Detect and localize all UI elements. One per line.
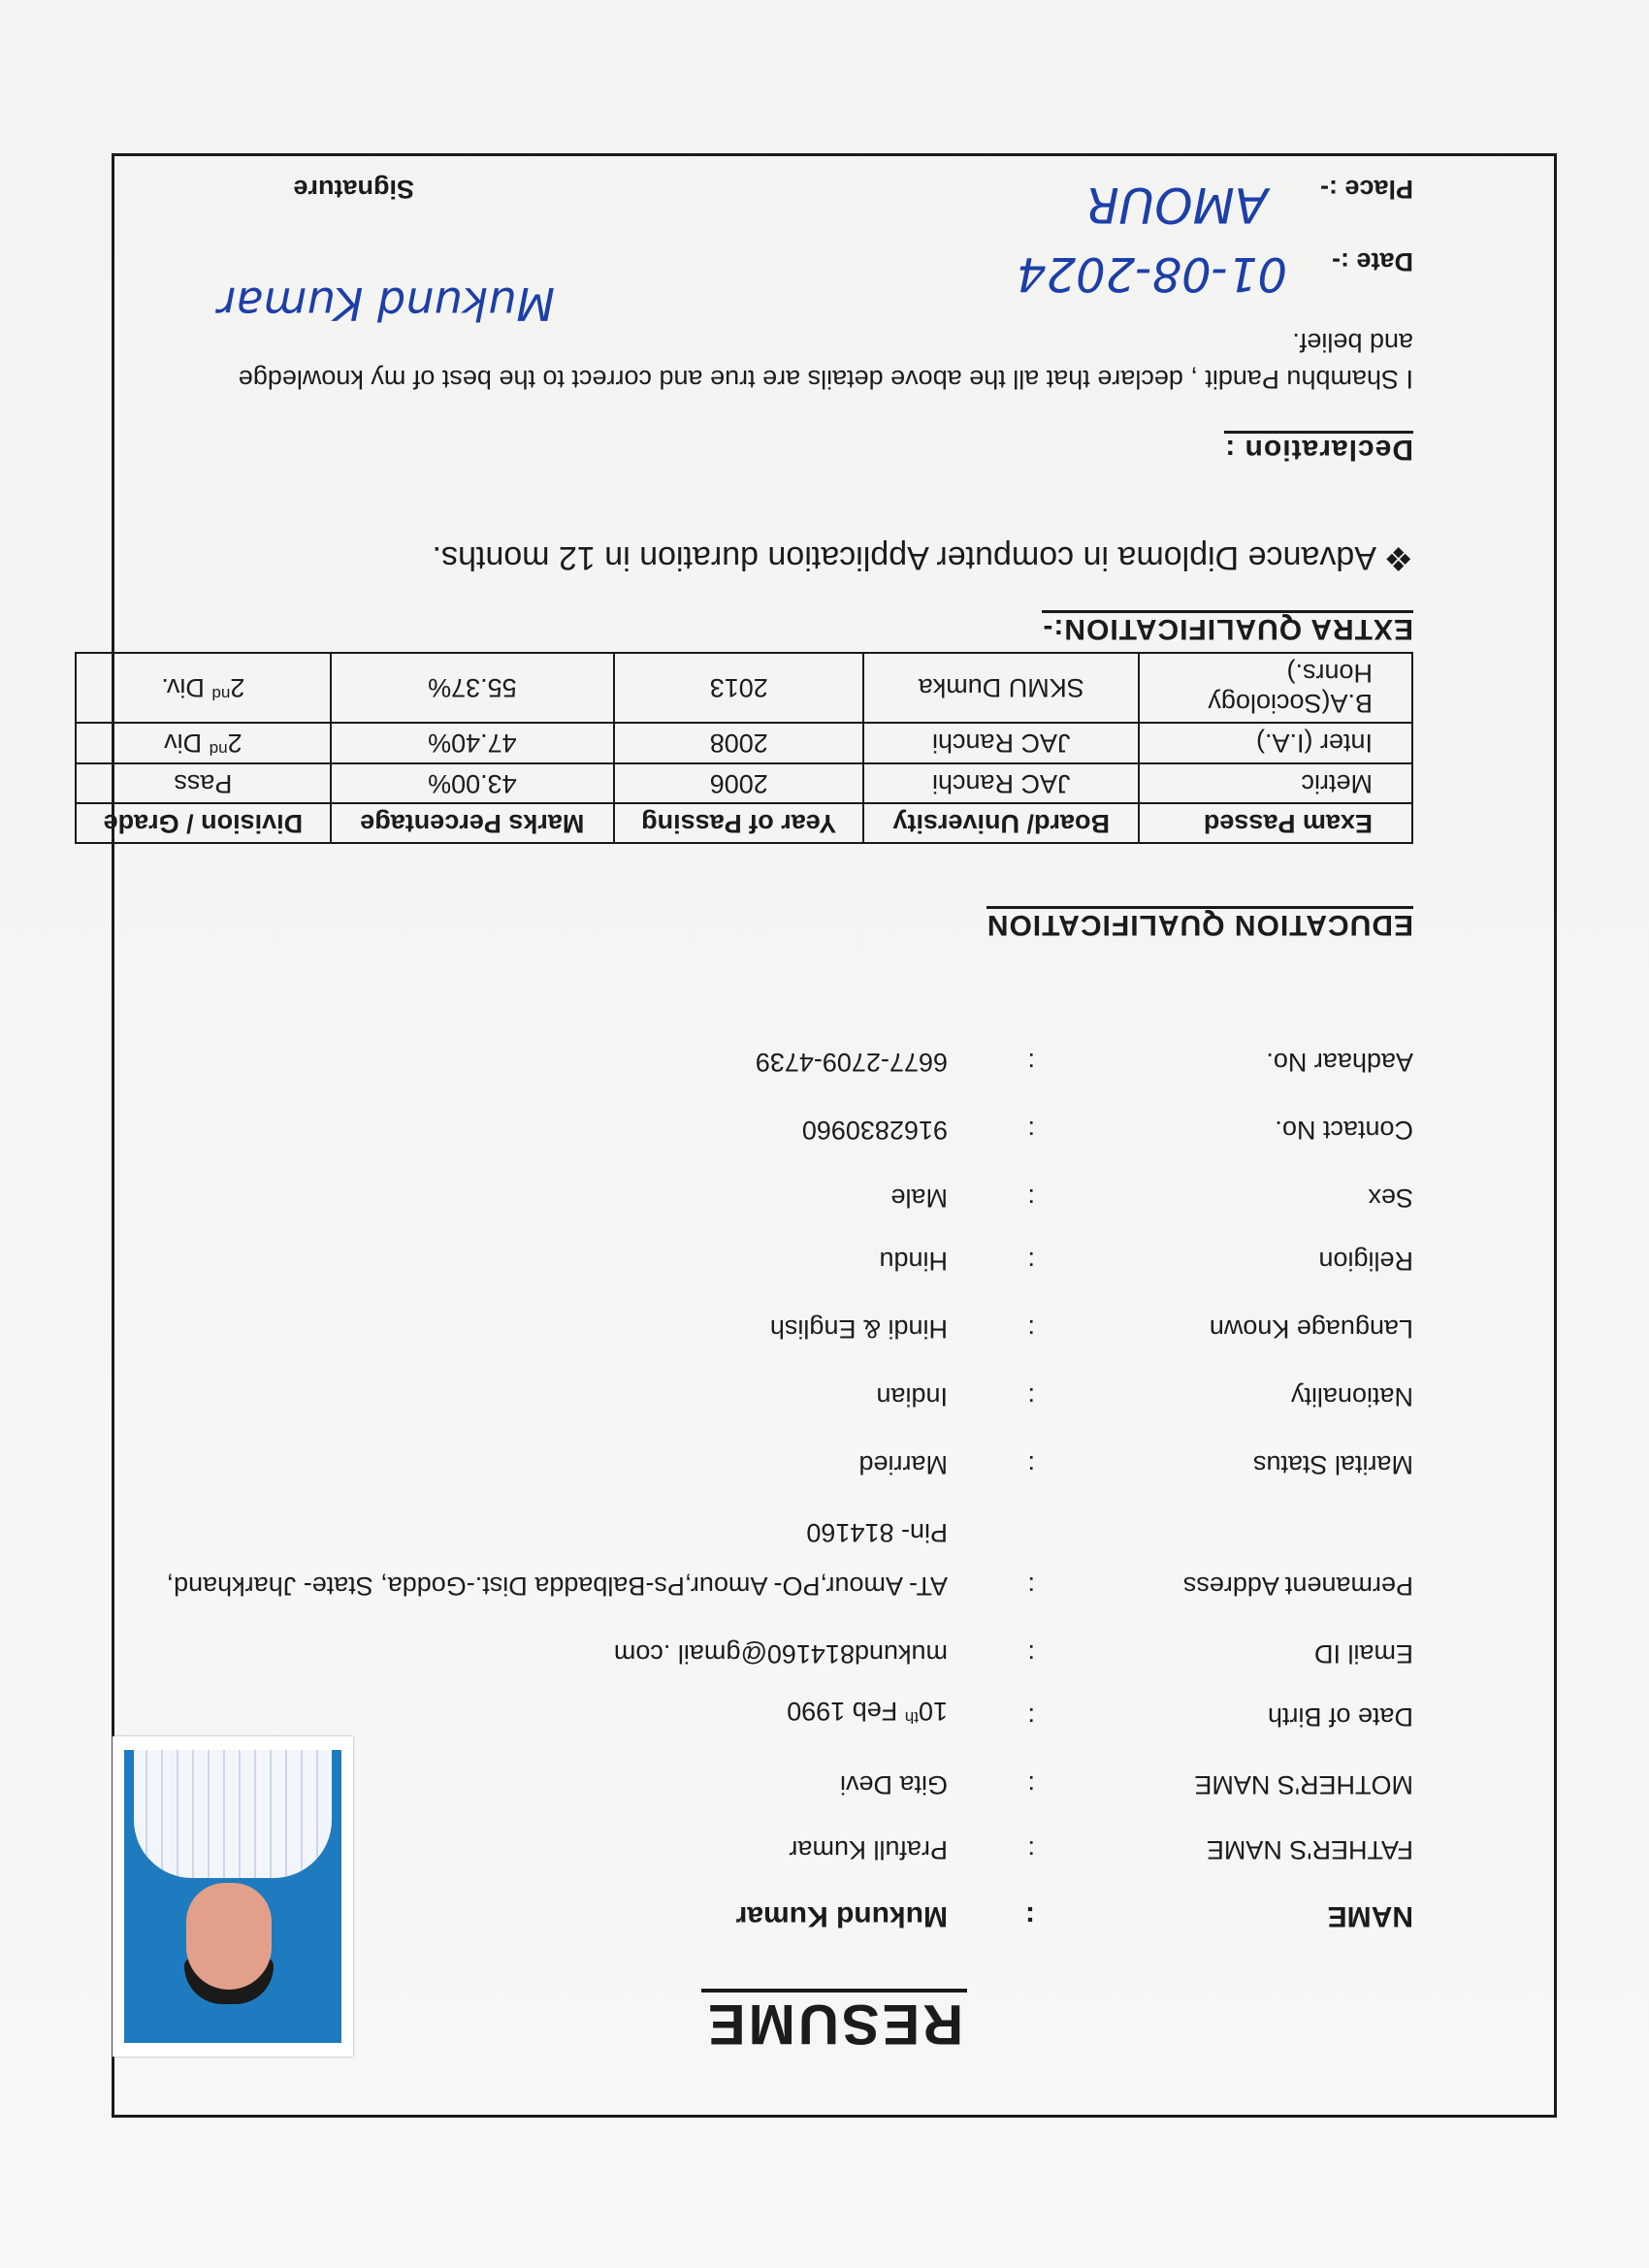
date-value: 01-08-2024 <box>1017 246 1287 301</box>
header-division: Division / Grade <box>76 803 331 843</box>
header-board: Board/ University <box>864 803 1140 843</box>
name-value: Mukund Kumar <box>735 1900 948 1932</box>
extra-heading: EXTRA QUALIFICATION:- <box>1042 612 1413 645</box>
extra-item: ❖ Advance Diploma in computer Application duration in 12 months. <box>432 539 1413 576</box>
education-table <box>75 652 1413 844</box>
bullet-icon: ❖ <box>1383 539 1413 576</box>
declaration-heading: Declaration : <box>1224 433 1413 466</box>
table-row: B.A(Sociology Honrs.) SKMU Dumka 2013 55.37% 2nd Div. <box>76 653 1412 723</box>
signature-value: Mukund Kumar <box>217 277 555 330</box>
table-header-row <box>76 803 1412 843</box>
applicant-photo <box>113 1736 353 2057</box>
place-label: Place :- <box>1319 175 1413 204</box>
table-row: Metric JAC Ranchi 2006 43.00% Pass <box>76 763 1412 803</box>
resume-title: RESUME <box>114 1992 1554 2057</box>
resume-frame: RESUME NAME : Mukund Kumar FATHER'S NAME : Prafull Kumar MOTHER'S NAME : Gita Devi Date of Birth : 10th Feb 1990 Email ID : mukund814160@gmail .com Permanent Address : AT- Amour,PO- Amour,Ps-Balbadda Dist.-Godda, State- Jharkhand, Pin- 814160 Marital Status : Married Nationality : Indian Language Known : Hindi & English Religion : Hindu Sex : Male Contact No. : 9162830960 Aadhaar No. : 6677-2709-4739 EDUCATION QUALIFICATION Exam Passed Board/ University Year of Passing Marks Percentage Division / Grade Metric JAC Ranchi 2006 43.00% Pass Inter (I.A.) JAC Ranchi 2008 47.40% 2nd Div B.A(Sociology Honrs.) SKMU Dumka 2013 55.37% 2nd Div. EXTRA QUALIFICATION:- ❖ Advance Diploma in computer Application duration in 12 months. Declaration : I Shambhu Pandit , declare that all the above details are true and correct to the best of my knowledge and belief. Date :- 01-08-2024 Place :- AMOUR Mukund Kumar Signature <box>112 153 1557 2118</box>
signature-label: Signature <box>293 175 414 204</box>
header-year: Year of Passing <box>614 803 864 843</box>
table-row: Inter (I.A.) JAC Ranchi 2008 47.40% 2nd Div <box>76 723 1412 763</box>
header-marks: Marks Percentage <box>331 803 614 843</box>
place-value: AMOUR <box>1084 177 1268 233</box>
declaration-text: I Shambhu Pandit , declare that all the above details are true and correct to the best of my knowledge and belief. <box>238 328 1413 394</box>
header-exam: Exam Passed <box>1139 803 1412 843</box>
education-heading: EDUCATION QUALIFICATION <box>986 908 1413 941</box>
date-label: Date :- <box>1331 247 1413 276</box>
